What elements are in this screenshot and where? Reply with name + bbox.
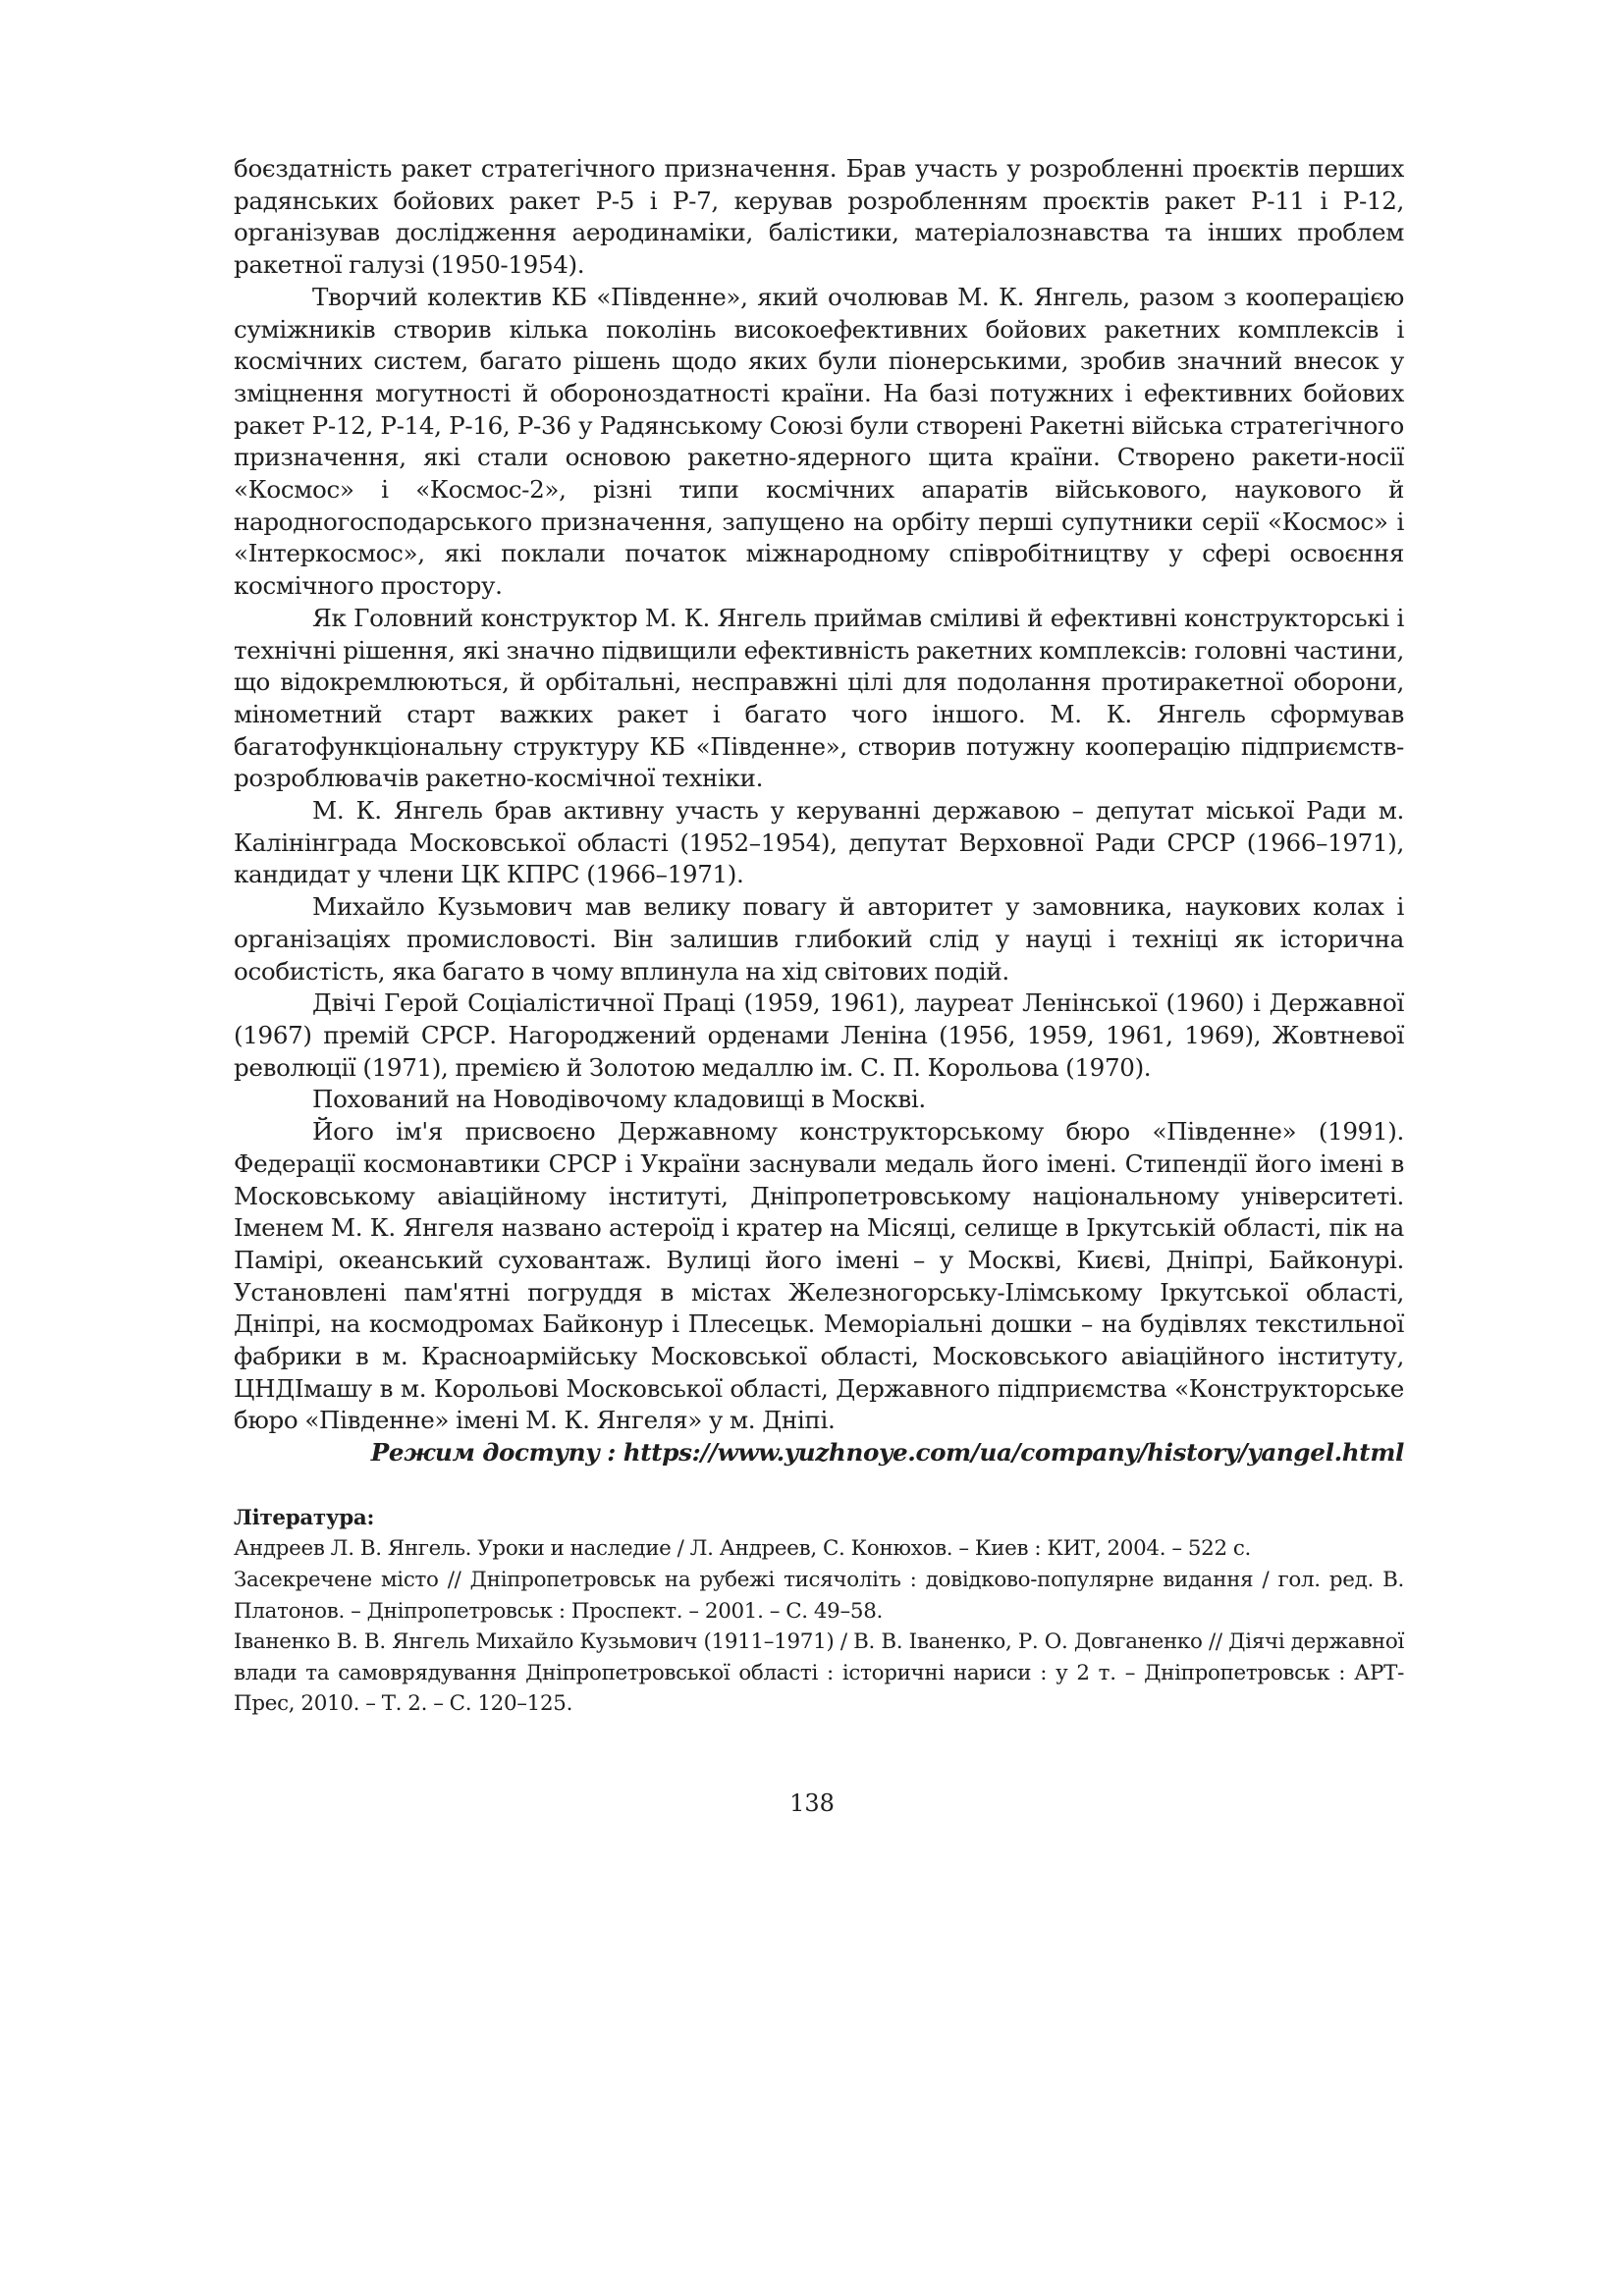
paragraph: Похований на Новодівочому кладовищі в Москві.	[312, 1085, 926, 1114]
paragraph: Його ім'я присвоєно Державному конструкторському бюро «Південне» (1991). Федерації космонавтики СРСР і України заснували медаль його імені. Стипендії його імені в Московському авіаційному інституті, Дніпропетровському національному університеті. Іменем М. К. Янгеля названо астероїд і кратер на Місяці, селище в Іркутській області, пік на Памірі, океанський суховантаж. Вулиці його імені – у Москві, Києві, Дніпрі, Байконурі. Установлені пам'ятні погруддя в містах Железногорську-Ілімському Іркутської області, Дніпрі, на космодромах Байконур і Плесецьк. Меморіальні дошки – на будівлях текстильної фабрики в м. Красноармійську Московської області, Московського авіаційного інституту, ЦНДІмашу в м. Корольові Московської області, Державного підприємства «Конструкторське бюро «Південне» імені М. К. Янгеля» у м. Дніпі.	[234, 1117, 1404, 1435]
paragraph-continued: боєздатність ракет стратегічного призначення. Брав участь у розробленні проєктів перших радянських бойових ракет Р-5 і Р-7, керував розробленням проєктів ракет Р-11 і Р-12, організував дослідження аеродинаміки, балістики, матеріалознавства та інших проблем ракетної галузі (1950-1954).	[234, 154, 1404, 280]
paragraph: Михайло Кузьмович мав велику повагу й авторитет у замовника, наукових колах і організаціях промисловості. Він залишив глибокий слід у науці і техніці як історична особистість, яка багато в чому вплинула на хід світових подій.	[234, 892, 1404, 986]
paragraph: Двічі Герой Соціалістичної Праці (1959, 1961), лауреат Ленінської (1960) і Державної (1967) премій СРСР. Нагороджений орденами Леніна (1956, 1959, 1961, 1969), Жовтневої революції (1971), премією й Золотою медаллю ім. С. П. Корольова (1970).	[234, 988, 1404, 1082]
access-source-line: Режим доступу : https://www.yuzhnoye.com/ua/company/history/yangel.html	[370, 1438, 1404, 1468]
literature-section	[234, 1503, 1404, 1720]
paragraph: Творчий колектив КБ «Південне», який очолював М. К. Янгель, разом з кооперацією суміжників створив кілька поколінь високоефективних бойових ракетних комплексів і космічних систем, багато рішень щодо яких були піонерськими, зробив значний внесок у зміцнення могутності й обороноздатності країни. На базі потужних і ефективних бойових ракет Р-12, Р-14, Р-16, Р-36 у Радянському Союзі були створені Ракетні війська стратегічного призначення, які стали основою ракетно-ядерного щита країни. Створено ракети-носії «Космос» і «Космос-2», різні типи космічних апаратів військового, наукового й народногосподарського призначення, запущено на орбіту перші супутники серії «Космос» і «Інтеркосмос», які поклали початок міжнародному співробітництву у сфері освоєння космічного простору.	[234, 282, 1404, 601]
literature-heading: Література:	[234, 1505, 375, 1530]
document-page	[234, 153, 1404, 1720]
paragraph: Як Головний конструктор М. К. Янгель приймав сміливі й ефективні конструкторські і технічні рішення, які значно підвищили ефективність ракетних комплексів: головні частини, що відокремлюються, й орбітальні, несправжні цілі для подолання протиракетної оборони, мінометний старт важких ракет і багато чого іншого. М. К. Янгель сформував багатофункціональну структуру КБ «Південне», створив потужну кооперацію підприємств-розроблювачів ракетно-космічної техніки.	[234, 603, 1404, 793]
paragraph: М. К. Янгель брав активну участь у керуванні державою – депутат міської Ради м. Калінінграда Московської області (1952–1954), депутат Верховної Ради СРСР (1966–1971), кандидат у члени ЦК КПРС (1966–1971).	[234, 796, 1404, 889]
literature-entry: Засекречене місто // Дніпропетровськ на рубежі тисячоліть : довідково-популярне видання / гол. ред. В. Платонов. – Дніпропетровськ : Проспект. – 2001. – С. 49–58.	[234, 1568, 1404, 1624]
literature-entry: Андреев Л. В. Янгель. Уроки и наследие / Л. Андреев, С. Конюхов. – Киев : КИТ, 2004. – 522 с.	[234, 1536, 1252, 1562]
article-body	[234, 153, 1404, 1437]
page-number: 138	[789, 1789, 835, 1817]
literature-entry: Іваненко В. В. Янгель Михайло Кузьмович (1911–1971) / В. В. Іваненко, Р. О. Довганенко // Діячі державної влади та самоврядування Дніпропетровської області : історичні нариси : у 2 т. – Дніпропетровськ : АРТ-Прес, 2010. – Т. 2. – С. 120–125.	[234, 1629, 1404, 1717]
